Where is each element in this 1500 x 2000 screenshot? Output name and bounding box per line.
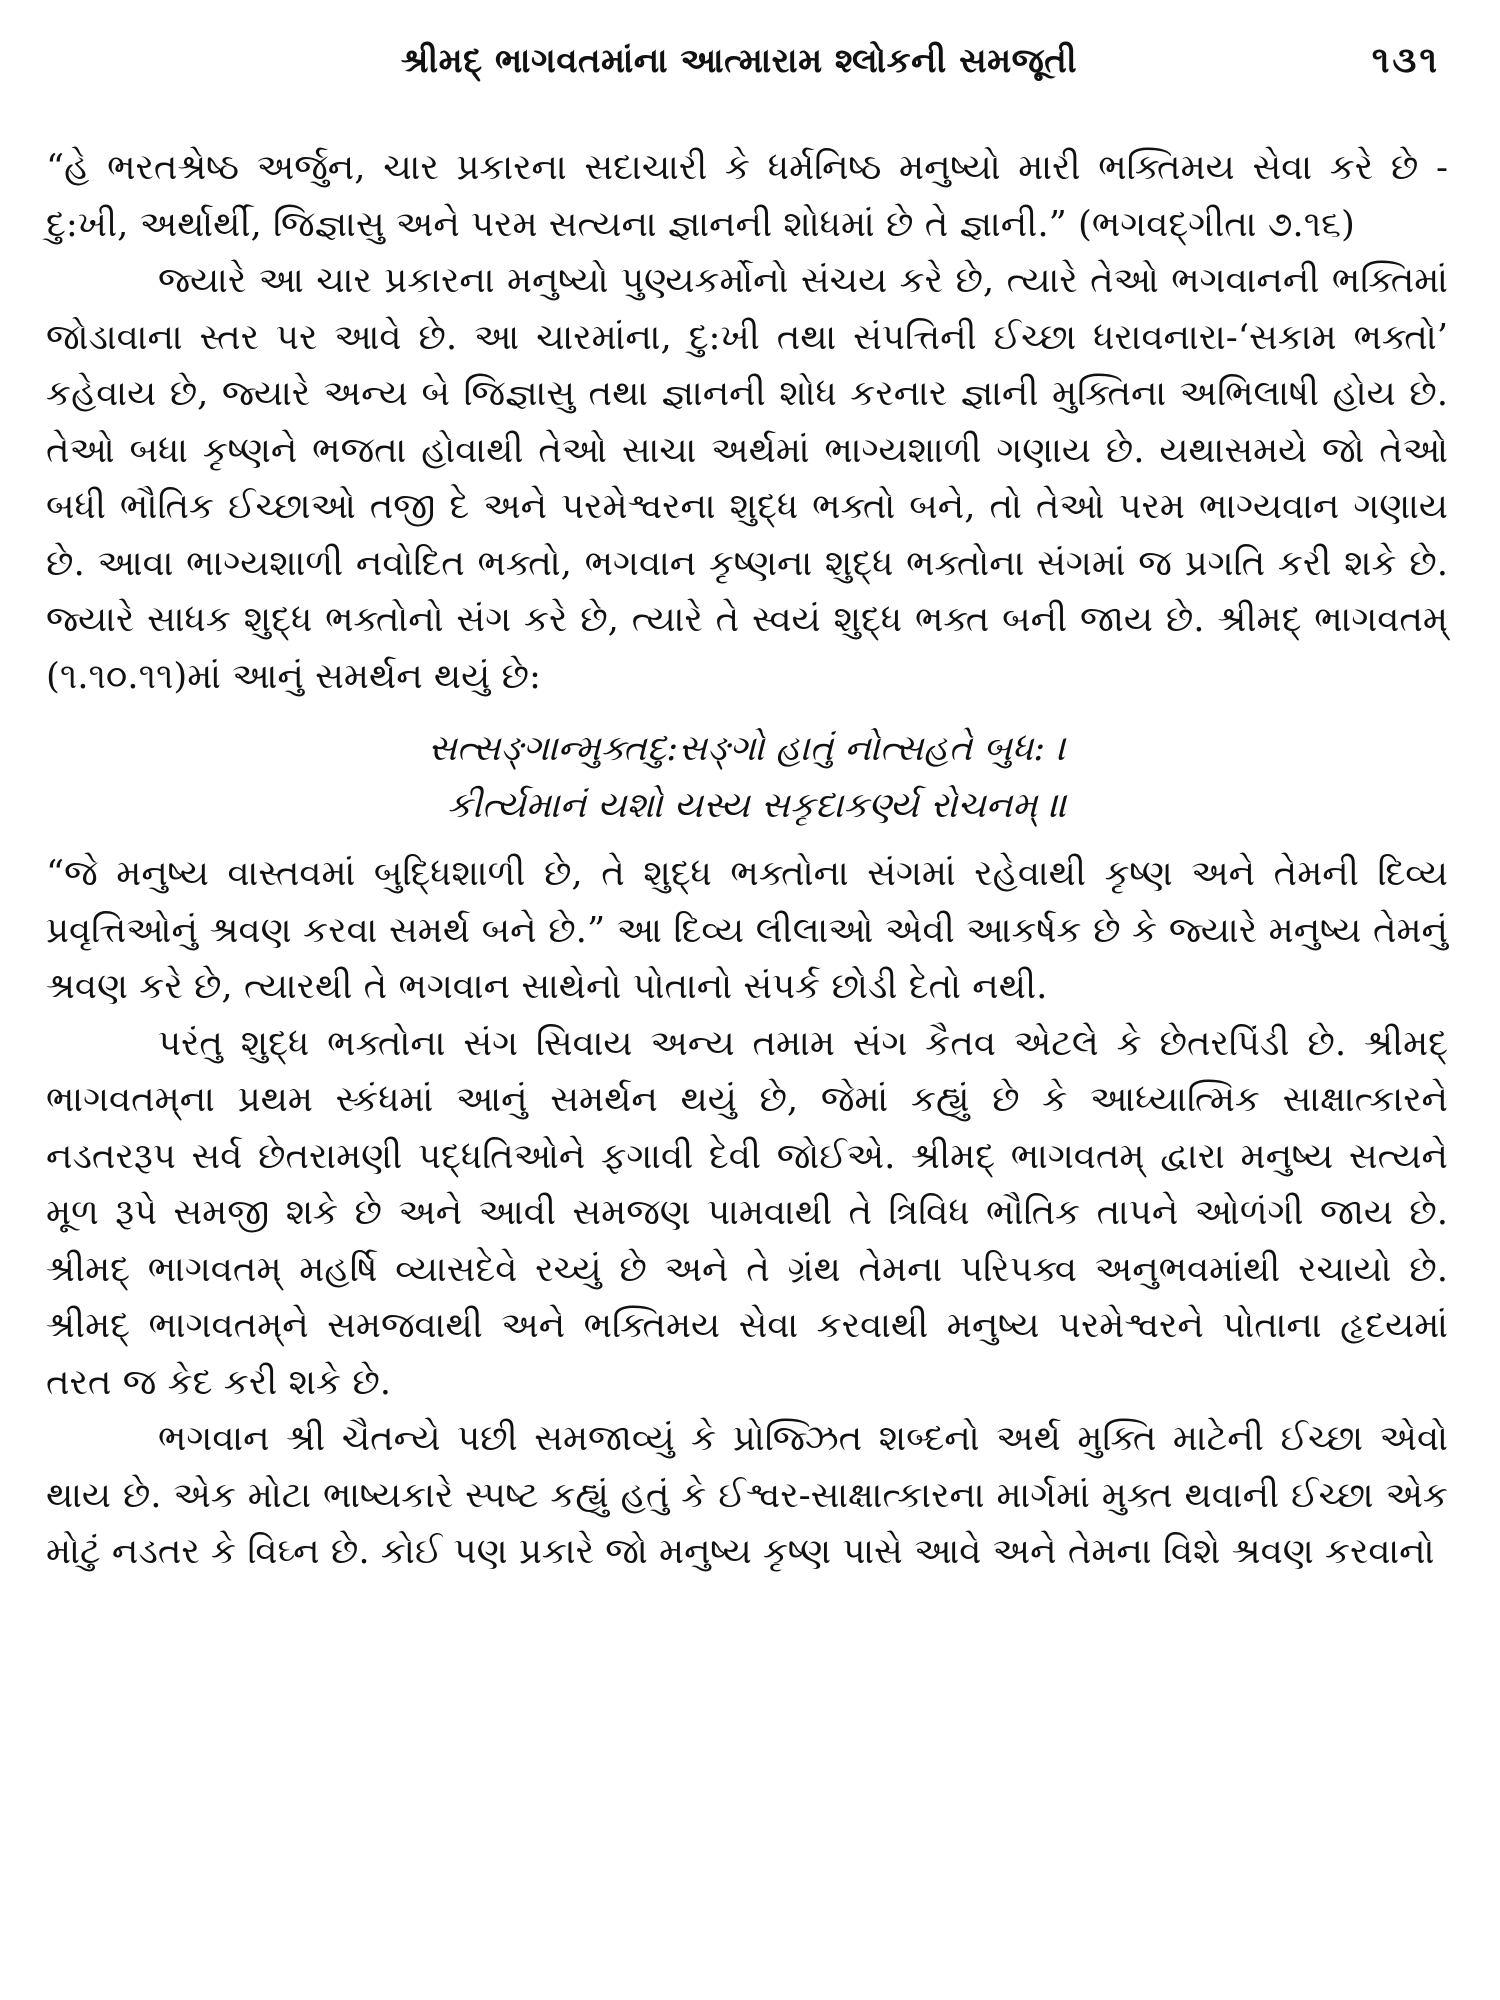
verse-line-1: સત્સઙ્ગાન્મુક્તદુ:સઙ્ગો હાતું નોત્સહતે બુધ: । xyxy=(428,728,1066,769)
paragraph-verse-translation: “જે મનુષ્ય વાસ્તવમાં બુદ્ધિશાળી છે, તે શુદ્ધ ભક્તોના સંગમાં રહેવાથી કૃષ્ણ અને તેમની દિવ્ય પ્રવૃત્તિઓનું શ્રવણ કરવા સમર્થ બને છે.” આ દિવ્ય લીલાઓ એવી આકર્ષક છે કે જ્યારે મનુષ્ય તેમનું શ્રવણ કરે છે, ત્યારથી તે ભગવાન સાથેનો પોતાનો સંપર્ક છોડી દેતો નથી. xyxy=(46,853,1448,1007)
page-header xyxy=(46,40,1448,100)
paragraph-projjhita: ભગવાન શ્રી ચૈતન્યે પછી સમજાવ્યું કે પ્રોજ્ઝિત શબ્દનો અર્થ મુક્તિ માટેની ઈચ્છા એવો થાય છે. એક મોટા ભાષ્યકારે સ્પષ્ટ કહ્યું હતું કે ઈશ્વર-સાક્ષાત્કારના માર્ગમાં મુક્ત થવાની ઈચ્છા એક મોટું નડતર કે વિઘ્ન છે. કોઈ પણ પ્રકારે જો મનુષ્ય કૃષ્ણ પાસે આવે અને તેમના વિશે શ્રવણ કરવાનો xyxy=(46,1418,1448,1572)
page-number: ૧૩૧ xyxy=(1371,40,1440,81)
paragraph-four-kinds: જ્યારે આ ચાર પ્રકારના મનુષ્યો પુણ્યકર્મોનો સંચય કરે છે, ત્યારે તેઓ ભગવાનની ભક્તિમાં જોડાવાના સ્તર પર આવે છે. આ ચારમાંના, દુ:ખી તથા સંપત્તિની ઈચ્છા ધરાવનારા-‘સકામ ભક્તો’ કહેવાય છે, જ્યારે અન્ય બે જિજ્ઞાસુ તથા જ્ઞાનની શોધ કરનાર જ્ઞાની મુક્તિના અભિલાષી હોય છે. તેઓ બધા કૃષ્ણને ભજતા હોવાથી તેઓ સાચા અર્થમાં ભાગ્યશાળી ગણાય છે. યથાસમયે જો તેઓ બધી ભૌતિક ઈચ્છાઓ તજી દે અને પરમેશ્વરના શુદ્ધ ભક્તો બને, તો તેઓ પરમ ભાગ્યવાન ગણાય છે. આવા ભાગ્યશાળી નવોદિત ભક્તો, ભગવાન કૃષ્ણના શુદ્ધ ભક્તોના સંગમાં જ પ્રગતિ કરી શકે છે. જ્યારે સાધક શુદ્ધ ભક્તોનો સંગ કરે છે, ત્યારે તે સ્વયં શુદ્ધ ભક્ત બની જાય છે. શ્રીમદ્ ભાગવતમ્ (૧.૧૦.૧૧)માં આનું સમર્થન થયું છે: xyxy=(46,260,1448,697)
body-text xyxy=(46,140,1448,1581)
sanskrit-verse xyxy=(46,721,1448,834)
running-title: શ્રીમદ્ ભાગવતમાંના આત્મારામ શ્લોકની સમજૂતી xyxy=(400,41,1078,81)
verse-line-2: કીર્ત્યમાનં યશો યસ્ય સકૃદાકર્ણ્ય રોચનમ્ ॥ xyxy=(446,784,1068,826)
paragraph-gita-quote: “હે ભરતશ્રેષ્ઠ અર્જુન, ચાર પ્રકારના સદાચારી કે ધર્મનિષ્ઠ મનુષ્યો મારી ભક્તિમય સેવા કરે છે - દુ:ખી, અર્થાર્થી, જિજ્ઞાસુ અને પરમ સત્યના જ્ઞાનની શોધમાં છે તે જ્ઞાની.” (ભગવદ્ગીતા ૭.૧૬) xyxy=(46,147,1448,245)
paragraph-kaitava: પરંતુ શુદ્ધ ભક્તોના સંગ સિવાય અન્ય તમામ સંગ કૈતવ એટલે કે છેતરપિંડી છે. શ્રીમદ્ ભાગવતમ્‌ના પ્રથમ સ્કંધમાં આનું સમર્થન થયું છે, જેમાં કહ્યું છે કે આધ્યાત્મિક સાક્ષાત્કારને નડતરરૂપ સર્વ છેતરામણી પદ્ધતિઓને ફગાવી દેવી જોઈએ. શ્રીમદ્ ભાગવતમ્ દ્વારા મનુષ્ય સત્યને મૂળ રૂપે સમજી શકે છે અને આવી સમજણ પામવાથી તે ત્રિવિધ ભૌતિક તાપને ઓળંગી જાય છે. શ્રીમદ્ ભાગવતમ્ મહર્ષિ વ્યાસદેવે રચ્યું છે અને તે ગ્રંથ તેમના પરિપક્વ અનુભવમાંથી રચાયો છે. શ્રીમદ્ ભાગવતમ્‌ને સમજવાથી અને ભક્તિમય સેવા કરવાથી મનુષ્ય પરમેશ્વરને પોતાના હૃદયમાં તરત જ કેદ કરી શકે છે. xyxy=(46,1022,1448,1403)
